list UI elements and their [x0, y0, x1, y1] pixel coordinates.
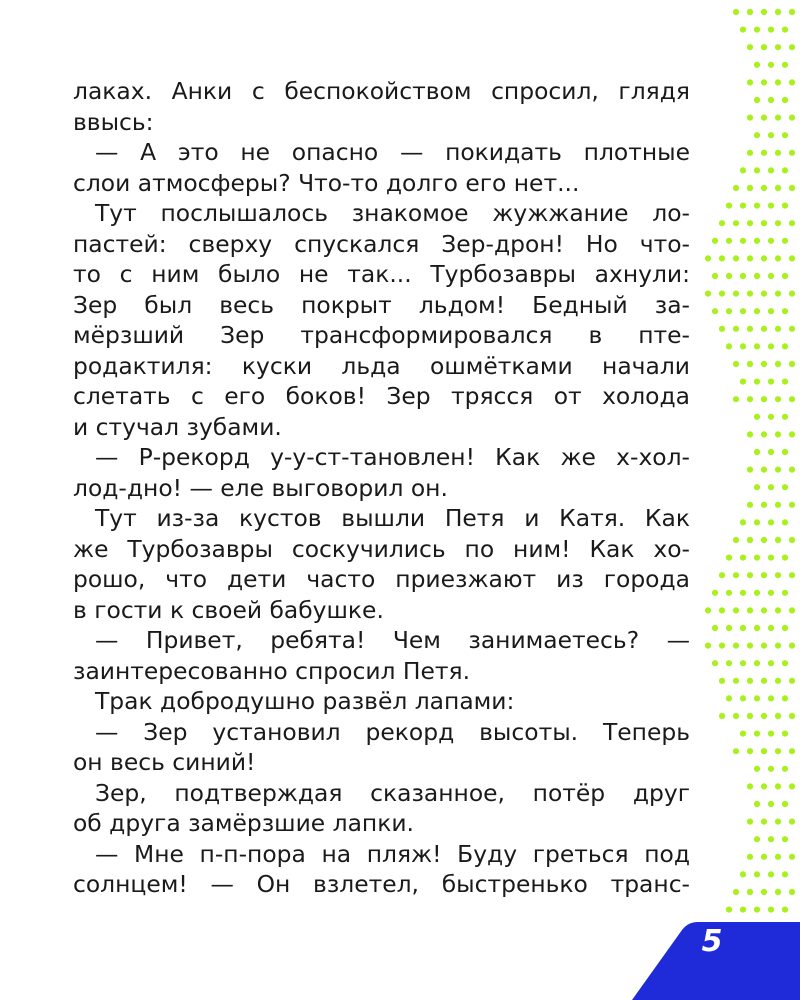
- decorative-dot: [705, 607, 711, 613]
- decorative-dot: [733, 572, 739, 578]
- decorative-dot: [747, 291, 753, 297]
- text-line-9: мёрзший Зер трансформировался в пте-: [73, 321, 690, 349]
- decorative-dot: [789, 502, 795, 508]
- decorative-dot: [768, 273, 774, 279]
- decorative-dot: [747, 783, 753, 789]
- decorative-dot: [726, 203, 732, 209]
- text-line-26: — Мне п-п-пора на пляж! Буду греться под: [95, 839, 690, 868]
- decorative-dot: [712, 308, 718, 314]
- decorative-dot: [754, 273, 760, 279]
- decorative-dot: [712, 625, 718, 631]
- decorative-dot: [747, 643, 753, 649]
- decorative-dot: [768, 27, 774, 33]
- decorative-dot: [789, 150, 795, 156]
- decorative-dot: [754, 62, 760, 68]
- decorative-dot: [782, 555, 788, 561]
- decorative-dot: [747, 502, 753, 508]
- decorative-dot: [747, 607, 753, 613]
- decorative-dot: [712, 273, 718, 279]
- decorative-dot: [775, 643, 781, 649]
- decorative-dot: [740, 907, 746, 913]
- decorative-dot: [775, 537, 781, 543]
- decorative-dot: [761, 643, 767, 649]
- text-line-17: рошо, что дети часто приезжают из города: [73, 565, 690, 593]
- decorative-dot: [747, 79, 753, 85]
- decorative-dot: [768, 907, 774, 913]
- decorative-dot: [740, 27, 746, 33]
- decorative-dot: [789, 748, 795, 754]
- decorative-dot: [789, 326, 795, 332]
- decorative-dot: [719, 326, 725, 332]
- decorative-dot: [775, 44, 781, 50]
- decorative-dot: [782, 660, 788, 666]
- decorative-dot: [775, 889, 781, 895]
- decorative-dot: [775, 220, 781, 226]
- decorative-dot: [789, 537, 795, 543]
- text-line-24: Зер, подтверждая сказанное, потёр друг: [95, 778, 690, 807]
- decorative-dot: [768, 555, 774, 561]
- decorative-dot: [733, 643, 739, 649]
- decorative-dot: [740, 167, 746, 173]
- decorative-dot: [789, 220, 795, 226]
- decorative-dot: [726, 625, 732, 631]
- text-line-13: — Р-рекорд у-у-ст-тановлен! Как же х-хол-: [95, 443, 690, 471]
- text-line-23: он весь синий!: [73, 748, 256, 776]
- decorative-dot: [719, 572, 725, 578]
- decorative-dot: [768, 308, 774, 314]
- decorative-dot: [726, 308, 732, 314]
- text-line-20: заинтересованно спросил Петя.: [73, 656, 471, 685]
- decorative-dot: [733, 889, 739, 895]
- decorative-dot: [747, 396, 753, 402]
- decorative-dot: [782, 590, 788, 596]
- decorative-dot: [747, 9, 753, 15]
- decorative-dot: [733, 607, 739, 613]
- text-line-4: слои атмосферы? Что-то долго его нет...: [73, 168, 580, 197]
- decorative-dot: [740, 203, 746, 209]
- decorative-dot: [740, 555, 746, 561]
- decorative-dot: [782, 203, 788, 209]
- text-line-19: — Привет, ребята! Чем занимаетесь? —: [95, 626, 690, 654]
- decorative-dot: [740, 238, 746, 244]
- decorative-dot: [740, 660, 746, 666]
- decorative-dot: [782, 484, 788, 490]
- text-line-15: Тут из-за кустов вышли Петя и Катя. Как: [95, 504, 690, 532]
- decorative-dot: [782, 766, 788, 772]
- text-line-27: солнцем! — Он взлетел, быстренько транс-: [73, 870, 690, 898]
- decorative-dot: [761, 678, 767, 684]
- text-line-11: слетать с его боков! Зер трясся от холода: [73, 382, 690, 410]
- decorative-dot: [782, 132, 788, 138]
- decorative-dot: [733, 255, 739, 261]
- decorative-dot: [768, 379, 774, 385]
- decorative-dot: [768, 414, 774, 420]
- decorative-dot: [789, 678, 795, 684]
- decorative-dot: [712, 238, 718, 244]
- decorative-dot: [754, 97, 760, 103]
- decorative-dot: [733, 537, 739, 543]
- text-line-18: в гости к своей бабушке.: [73, 595, 384, 624]
- decorative-dot: [768, 731, 774, 737]
- decorative-dot: [747, 361, 753, 367]
- decorative-dot: [740, 273, 746, 279]
- decorative-dot: [761, 572, 767, 578]
- decorative-dot: [754, 836, 760, 842]
- decorative-dot: [754, 555, 760, 561]
- text-line-10: родактиля: куски льда ошмётками начали: [73, 351, 690, 380]
- decorative-dot: [754, 167, 760, 173]
- decorative-dot: [789, 431, 795, 437]
- decorative-dot: [775, 502, 781, 508]
- decorative-dot: [754, 871, 760, 877]
- decorative-dot: [768, 484, 774, 490]
- decorative-dot: [754, 343, 760, 349]
- decorative-dot: [719, 255, 725, 261]
- decorative-dot: [754, 27, 760, 33]
- decorative-dot: [733, 220, 739, 226]
- decorative-dot: [733, 291, 739, 297]
- decorative-dot: [768, 97, 774, 103]
- decorative-dot: [747, 220, 753, 226]
- decorative-dot: [747, 678, 753, 684]
- decorative-dot: [733, 396, 739, 402]
- decorative-dot: [754, 519, 760, 525]
- text-line-6: пастей: сверху спускался Зер-дрон! Но что-: [73, 229, 690, 258]
- decorative-dot: [789, 9, 795, 15]
- decorative-dot: [754, 449, 760, 455]
- decorative-dot: [740, 308, 746, 314]
- decorative-dot: [768, 519, 774, 525]
- decorative-dot: [747, 115, 753, 121]
- decorative-dot: [768, 625, 774, 631]
- decorative-dot: [754, 484, 760, 490]
- decorative-dot: [726, 343, 732, 349]
- decorative-dot: [768, 238, 774, 244]
- decorative-dot: [782, 343, 788, 349]
- decorative-dot: [782, 695, 788, 701]
- decorative-dot: [712, 590, 718, 596]
- decorative-dot: [754, 660, 760, 666]
- text-line-14: лод-дно! — еле выговорил он.: [73, 473, 448, 502]
- decorative-dot: [726, 555, 732, 561]
- decorative-dot: [789, 115, 795, 121]
- decorative-dot: [726, 238, 732, 244]
- decorative-dot: [705, 643, 711, 649]
- decorative-dot: [733, 678, 739, 684]
- text-line-8: Зер был весь покрыт льдом! Бедный за-: [73, 290, 690, 319]
- decorative-dot: [768, 449, 774, 455]
- decorative-dot: [775, 115, 781, 121]
- decorative-dot: [761, 502, 767, 508]
- text-line-16: же Турбозавры соскучились по ним! Как хо-: [73, 534, 690, 563]
- decorative-dot: [782, 801, 788, 807]
- decorative-dot: [768, 343, 774, 349]
- text-line-1: лаках. Анки с беспокойством спросил, глядя: [73, 77, 690, 105]
- decorative-dot: [761, 150, 767, 156]
- text-line-25: об друга замёрзшие лапки.: [73, 809, 414, 837]
- decorative-dot: [747, 467, 753, 473]
- decorative-dot: [733, 713, 739, 719]
- decorative-dot: [768, 836, 774, 842]
- decorative-dot: [775, 748, 781, 754]
- decorative-dot: [789, 607, 795, 613]
- decorative-dot: [789, 889, 795, 895]
- decorative-dot: [754, 801, 760, 807]
- decorative-dot: [768, 132, 774, 138]
- decorative-dot: [747, 889, 753, 895]
- decorative-dot: [733, 9, 739, 15]
- decorative-dot: [761, 9, 767, 15]
- decorative-dot: [789, 819, 795, 825]
- decorative-dot: [719, 643, 725, 649]
- decorative-dot: [733, 185, 739, 191]
- text-line-5: Тут послышалось знакомое жужжание ло-: [95, 199, 690, 227]
- decorative-dot: [775, 783, 781, 789]
- decorative-dot: [747, 431, 753, 437]
- decorative-dot: [726, 695, 732, 701]
- decorative-dot: [740, 695, 746, 701]
- decorative-dot: [761, 115, 767, 121]
- decorative-dot: [761, 783, 767, 789]
- decorative-dot: [768, 766, 774, 772]
- decorative-dot: [719, 291, 725, 297]
- decorative-dot: [775, 326, 781, 332]
- decorative-dot: [761, 361, 767, 367]
- decorative-dot: [761, 819, 767, 825]
- decorative-dot: [740, 731, 746, 737]
- decorative-dot: [789, 185, 795, 191]
- decorative-dot: [775, 607, 781, 613]
- decorative-dot: [768, 167, 774, 173]
- decorative-dot: [768, 871, 774, 877]
- decorative-dot: [782, 27, 788, 33]
- decorative-dot: [712, 660, 718, 666]
- decorative-dot: [705, 255, 711, 261]
- decorative-dot: [789, 467, 795, 473]
- decorative-dot: [782, 273, 788, 279]
- decorative-dot: [754, 203, 760, 209]
- decorative-dot: [754, 414, 760, 420]
- decorative-dot: [754, 625, 760, 631]
- decorative-dot: [761, 185, 767, 191]
- decorative-dot: [789, 854, 795, 860]
- decorative-dot: [761, 396, 767, 402]
- decorative-dot: [761, 431, 767, 437]
- decorative-dot: [726, 590, 732, 596]
- decorative-dot: [789, 783, 795, 789]
- decorative-dot: [782, 871, 788, 877]
- decorative-dot: [747, 748, 753, 754]
- decorative-dot: [719, 713, 725, 719]
- decorative-dot: [768, 660, 774, 666]
- decorative-dot: [775, 361, 781, 367]
- decorative-dot: [782, 731, 788, 737]
- decorative-dot: [775, 150, 781, 156]
- decorative-dot: [747, 819, 753, 825]
- decorative-dot: [740, 625, 746, 631]
- decorative-dot: [726, 660, 732, 666]
- decorative-dot: [719, 678, 725, 684]
- decorative-dot: [754, 308, 760, 314]
- decorative-dot: [761, 255, 767, 261]
- decorative-dot: [789, 255, 795, 261]
- decorative-dot: [747, 572, 753, 578]
- decorative-dot: [775, 854, 781, 860]
- text-line-2: ввысь:: [73, 107, 154, 136]
- decorative-dot: [754, 695, 760, 701]
- decorative-dot-pattern: [690, 0, 800, 930]
- decorative-dot: [733, 748, 739, 754]
- decorative-dot: [775, 467, 781, 473]
- decorative-dot: [754, 766, 760, 772]
- decorative-dot: [782, 238, 788, 244]
- decorative-dot: [775, 431, 781, 437]
- decorative-dot: [782, 308, 788, 314]
- decorative-dot: [761, 220, 767, 226]
- decorative-dot: [775, 572, 781, 578]
- text-line-22: — Зер установил рекорд высоты. Теперь: [95, 717, 690, 746]
- decorative-dot: [754, 379, 760, 385]
- text-line-12: и стучал зубами.: [73, 412, 282, 441]
- decorative-dot: [782, 836, 788, 842]
- decorative-dot: [740, 871, 746, 877]
- text-line-3: — А это не опасно — покидать плотные: [95, 138, 690, 166]
- decorative-dot: [789, 713, 795, 719]
- decorative-dot: [754, 590, 760, 596]
- text-line-21: Трак добродушно развёл лапами:: [95, 687, 515, 715]
- decorative-dot: [782, 379, 788, 385]
- decorative-dot: [782, 167, 788, 173]
- decorative-dot: [747, 185, 753, 191]
- decorative-dot: [747, 255, 753, 261]
- decorative-dot: [761, 748, 767, 754]
- decorative-dot: [789, 361, 795, 367]
- decorative-dot: [747, 44, 753, 50]
- decorative-dot: [789, 643, 795, 649]
- decorative-dot: [726, 907, 732, 913]
- decorative-dot: [705, 291, 711, 297]
- decorative-dot: [775, 819, 781, 825]
- decorative-dot: [761, 79, 767, 85]
- decorative-dot: [761, 854, 767, 860]
- decorative-dot: [761, 326, 767, 332]
- story-text: [73, 76, 690, 900]
- decorative-dot: [754, 907, 760, 913]
- decorative-dot: [761, 713, 767, 719]
- decorative-dot: [775, 396, 781, 402]
- decorative-dot: [740, 343, 746, 349]
- decorative-dot: [789, 79, 795, 85]
- decorative-dot: [747, 150, 753, 156]
- decorative-dot: [747, 537, 753, 543]
- decorative-dot: [754, 238, 760, 244]
- decorative-dot: [726, 273, 732, 279]
- decorative-dot: [768, 590, 774, 596]
- decorative-dot: [733, 326, 739, 332]
- decorative-dot: [775, 255, 781, 261]
- decorative-dot: [775, 185, 781, 191]
- decorative-dot: [740, 519, 746, 525]
- decorative-dot: [782, 62, 788, 68]
- decorative-dot: [768, 801, 774, 807]
- decorative-dot: [775, 291, 781, 297]
- decorative-dot: [775, 79, 781, 85]
- decorative-dot: [740, 590, 746, 596]
- decorative-dot: [761, 889, 767, 895]
- decorative-dot: [754, 132, 760, 138]
- decorative-dot: [754, 731, 760, 737]
- decorative-dot: [782, 97, 788, 103]
- decorative-dot: [740, 379, 746, 385]
- decorative-dot: [768, 62, 774, 68]
- decorative-dot: [761, 537, 767, 543]
- decorative-dot: [775, 713, 781, 719]
- decorative-dot: [747, 854, 753, 860]
- decorative-dot: [775, 9, 781, 15]
- decorative-dot: [747, 713, 753, 719]
- decorative-dot: [761, 467, 767, 473]
- decorative-dot: [761, 607, 767, 613]
- decorative-dot: [789, 291, 795, 297]
- decorative-dot: [782, 625, 788, 631]
- decorative-dot: [733, 361, 739, 367]
- decorative-dot: [768, 203, 774, 209]
- decorative-dot: [782, 907, 788, 913]
- decorative-dot: [768, 695, 774, 701]
- decorative-dot: [789, 396, 795, 402]
- decorative-dot: [761, 291, 767, 297]
- decorative-dot: [789, 44, 795, 50]
- decorative-dot: [782, 414, 788, 420]
- decorative-dot: [782, 519, 788, 525]
- decorative-dot: [761, 44, 767, 50]
- decorative-dot: [747, 326, 753, 332]
- text-line-7: то с ним было не так... Турбозавры ахнули:: [73, 260, 690, 288]
- page-number: 5: [701, 924, 723, 959]
- decorative-dot: [719, 607, 725, 613]
- decorative-dot: [775, 678, 781, 684]
- decorative-dot: [782, 449, 788, 455]
- decorative-dot: [719, 220, 725, 226]
- decorative-dot: [789, 572, 795, 578]
